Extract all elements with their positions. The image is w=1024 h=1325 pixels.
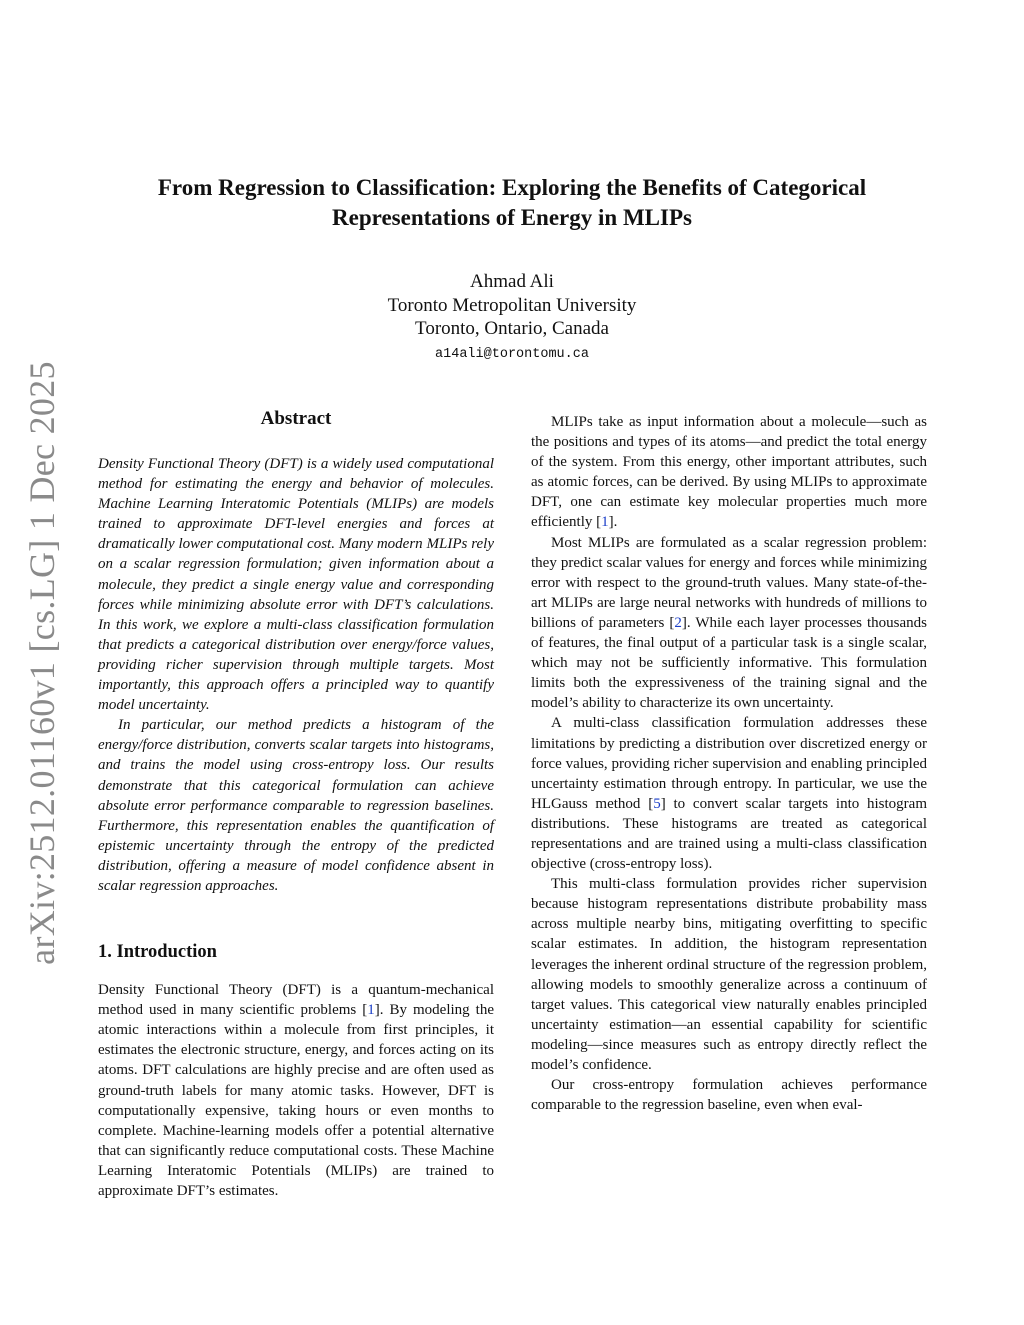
body-paragraph: This multi-class formulation provides richer supervision because histogram representations distribute probability mass across multiple nearby bins, mitigating overfitting to specific scalar estimates. In addition, the histogram representation leverages the inherent ordinal structure of the regression problem, allowing models to smoothly generalize across a continuum of target values. This categorical view naturally enables principled uncertainty estimation—an essential capability for scientific modeling—since measures such as entropy directly reflect the model’s confidence. [531,876,927,1073]
left-column [98,406,494,1201]
body-paragraph: Most MLIPs are formulated as a scalar regression problem: they predict scalar values for energy and forces while minimizing error with respect to the ground-truth values. Many state-of-the-art MLIPs are large neural networks with hundreds of millions to billions of parameters [2]. While each layer processes thousands of features, the final output of a particular task is a single scalar, which may not be sufficiently informative. This formulation limits both the expressiveness of the training signal and the model’s ability to characterize its own uncertainty. [531,534,927,712]
section-heading-introduction: 1. Introduction [98,942,217,963]
paper-title-line-2: Representations of Energy in MLIPs [332,205,692,230]
arxiv-identifier-text: arXiv:2512.01160v1 [cs.LG] 1 Dec 2025 [22,360,63,965]
arxiv-identifier-sidebar [14,360,70,965]
citation-link[interactable]: 5 [653,795,661,812]
citation-link[interactable]: 1 [601,514,609,531]
abstract-section [98,406,494,896]
right-column [531,412,927,1115]
body-paragraph: A multi-class classification formulation addresses these limitations by predicting a distribution over discretized energy or force values, providing richer supervision and enabling principled uncertainty estimation through entropy. In particular, we use the HLGauss method [5] to convert scalar targets into histogram distributions. These histograms are treated as categorical representations and are trained using a multi-class classification objective (cross-entropy loss). [531,715,927,873]
author-block [200,270,824,365]
paper-title [120,173,904,233]
citation-link[interactable]: 2 [674,614,682,631]
author-email[interactable]: a14ali@torontomu.ca [435,346,589,362]
body-paragraph: Our cross-entropy formulation achieves performance comparable to the regression baseline, even when eval- [531,1077,927,1114]
abstract-paragraph: Density Functional Theory (DFT) is a widely used computational method for estimating the energy and behavior of molecules. Machine Learning Interatomic Potentials (MLIPs) are models trained to approximate DFT-level energies and forces at dramatically lower computational cost. Many modern MLIPs rely on a scalar regression formulation; given information about a molecule, they predict a single energy value and corresponding forces while minimizing absolute error with DFT’s calculations. In this work, we explore a multi-class classification formulation that predicts a categorical distribution over energy/force values, providing richer supervision through multiple targets. Most importantly, this approach offers a principled way to quantify model uncertainty. [98,456,494,714]
body-paragraph: MLIPs take as input information about a molecule—such as the positions and types of its atoms—and predict the total energy of the system. From this energy, other important attributes, such as atomic forces, can be derived. By using MLIPs to approximate DFT, one can estimate key molecular properties much more efficiently [1]. [531,414,927,531]
introduction-body-left [98,980,494,1201]
abstract-paragraph: In particular, our method predicts a histogram of the energy/force distribution, converts scalar targets into histograms, and trains the model using cross-entropy loss. Our results demonstrate that this categorical formulation can achieve absolute error performance comparable to regression baselines. Furthermore, this representation enables the quantification of epistemic uncertainty through the entropy of the predicted distribution, offering a measure of model confidence absent in scalar regression approaches. [98,717,494,894]
paper-title-line-1: From Regression to Classification: Exploring the Benefits of Categorical [157,175,867,200]
abstract-heading: Abstract [260,408,332,429]
author-name: Ahmad Ali [470,271,554,292]
author-affiliation: Toronto Metropolitan University [387,294,637,316]
citation-link[interactable]: 1 [367,1002,375,1019]
introduction-body-right [531,412,927,1115]
author-location: Toronto, Ontario, Canada [415,318,609,339]
body-paragraph: Density Functional Theory (DFT) is a quantum-mechanical method used in many scientific problems [1]. By modeling the atomic interactions within a molecule from first principles, it estimates the electronic structure, energy, and forces acting on its atoms. DFT calculations are highly precise and are often used as ground-truth labels for many atomic tasks. However, DFT is computationally expensive, taking hours or even months to complete. Machine-learning models offer a potential alternative that can significantly reduce computational costs. These Machine Learning Interatomic Potentials (MLIPs) are trained to approximate DFT’s estimates. [98,982,494,1199]
